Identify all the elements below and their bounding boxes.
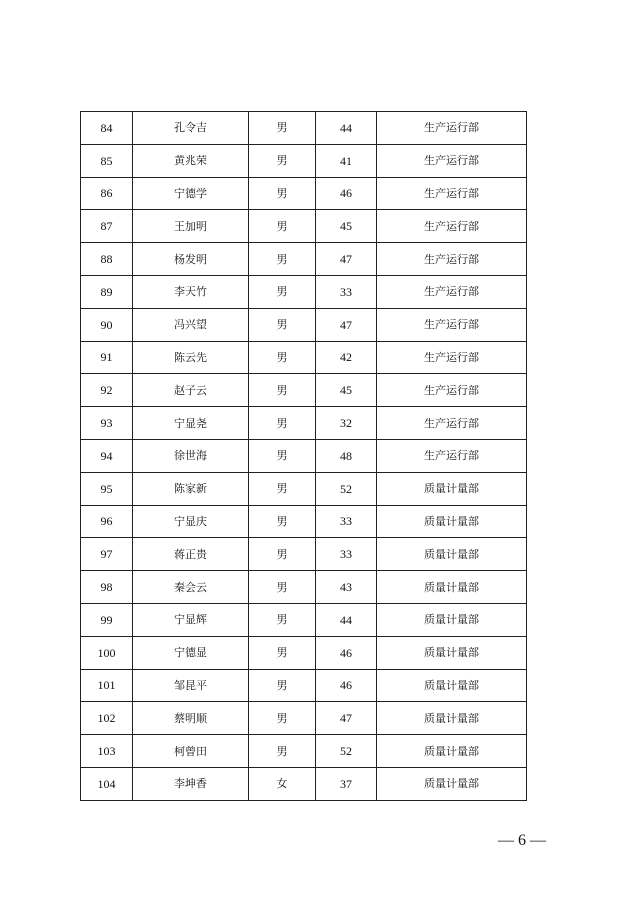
cell-department: 生产运行部 (377, 374, 527, 407)
cell-name: 王加明 (133, 210, 249, 243)
cell-department: 质量计量部 (377, 505, 527, 538)
cell-serial-number: 85 (81, 144, 133, 177)
cell-gender: 男 (249, 308, 316, 341)
cell-name: 宁显庆 (133, 505, 249, 538)
cell-age: 32 (316, 407, 377, 440)
cell-department: 质量计量部 (377, 767, 527, 800)
cell-serial-number: 93 (81, 407, 133, 440)
cell-age: 47 (316, 308, 377, 341)
cell-age: 33 (316, 505, 377, 538)
table-row (81, 439, 527, 472)
personnel-table (80, 111, 527, 801)
cell-age: 47 (316, 243, 377, 276)
cell-department: 生产运行部 (377, 243, 527, 276)
cell-gender: 男 (249, 571, 316, 604)
table-row (81, 636, 527, 669)
table-row (81, 308, 527, 341)
cell-department: 生产运行部 (377, 407, 527, 440)
cell-age: 52 (316, 472, 377, 505)
cell-name: 陈云先 (133, 341, 249, 374)
cell-age: 43 (316, 571, 377, 604)
table-row (81, 538, 527, 571)
cell-age: 41 (316, 144, 377, 177)
cell-name: 邹昆平 (133, 669, 249, 702)
table-row (81, 702, 527, 735)
cell-department: 质量计量部 (377, 571, 527, 604)
cell-gender: 男 (249, 177, 316, 210)
cell-name: 杨发明 (133, 243, 249, 276)
cell-serial-number: 88 (81, 243, 133, 276)
table-row (81, 210, 527, 243)
cell-department: 质量计量部 (377, 603, 527, 636)
cell-gender: 男 (249, 243, 316, 276)
cell-name: 孔令吉 (133, 112, 249, 145)
cell-gender: 男 (249, 669, 316, 702)
table-row (81, 735, 527, 768)
table-row (81, 669, 527, 702)
cell-name: 柯曾田 (133, 735, 249, 768)
page-number: — 6 — (498, 832, 546, 849)
cell-gender: 男 (249, 374, 316, 407)
cell-serial-number: 98 (81, 571, 133, 604)
cell-gender: 男 (249, 275, 316, 308)
cell-department: 质量计量部 (377, 636, 527, 669)
cell-department: 生产运行部 (377, 341, 527, 374)
cell-age: 42 (316, 341, 377, 374)
cell-department: 质量计量部 (377, 538, 527, 571)
cell-serial-number: 103 (81, 735, 133, 768)
cell-serial-number: 94 (81, 439, 133, 472)
cell-serial-number: 87 (81, 210, 133, 243)
cell-department: 生产运行部 (377, 308, 527, 341)
cell-serial-number: 86 (81, 177, 133, 210)
cell-gender: 女 (249, 767, 316, 800)
cell-serial-number: 95 (81, 472, 133, 505)
cell-name: 黄兆荣 (133, 144, 249, 177)
cell-department: 生产运行部 (377, 177, 527, 210)
cell-name: 蒋正贵 (133, 538, 249, 571)
table-row (81, 767, 527, 800)
cell-serial-number: 102 (81, 702, 133, 735)
table-row (81, 571, 527, 604)
cell-age: 44 (316, 603, 377, 636)
cell-department: 生产运行部 (377, 112, 527, 145)
cell-serial-number: 84 (81, 112, 133, 145)
cell-name: 徐世海 (133, 439, 249, 472)
cell-age: 48 (316, 439, 377, 472)
cell-age: 46 (316, 669, 377, 702)
table-row (81, 275, 527, 308)
cell-gender: 男 (249, 210, 316, 243)
cell-name: 李坤香 (133, 767, 249, 800)
cell-age: 45 (316, 210, 377, 243)
cell-name: 秦会云 (133, 571, 249, 604)
cell-department: 质量计量部 (377, 735, 527, 768)
cell-department: 生产运行部 (377, 275, 527, 308)
cell-serial-number: 101 (81, 669, 133, 702)
cell-name: 宁显辉 (133, 603, 249, 636)
cell-age: 47 (316, 702, 377, 735)
cell-age: 44 (316, 112, 377, 145)
cell-name: 陈家新 (133, 472, 249, 505)
cell-name: 宁显尧 (133, 407, 249, 440)
cell-department: 质量计量部 (377, 702, 527, 735)
cell-gender: 男 (249, 603, 316, 636)
table-row (81, 112, 527, 145)
cell-gender: 男 (249, 407, 316, 440)
cell-gender: 男 (249, 112, 316, 145)
cell-serial-number: 99 (81, 603, 133, 636)
cell-gender: 男 (249, 439, 316, 472)
cell-age: 33 (316, 538, 377, 571)
table-row (81, 177, 527, 210)
cell-department: 生产运行部 (377, 439, 527, 472)
table-row (81, 144, 527, 177)
cell-gender: 男 (249, 636, 316, 669)
cell-name: 李天竹 (133, 275, 249, 308)
cell-gender: 男 (249, 538, 316, 571)
table-row (81, 505, 527, 538)
cell-serial-number: 92 (81, 374, 133, 407)
cell-age: 45 (316, 374, 377, 407)
cell-name: 宁德学 (133, 177, 249, 210)
cell-serial-number: 97 (81, 538, 133, 571)
cell-serial-number: 104 (81, 767, 133, 800)
cell-gender: 男 (249, 702, 316, 735)
cell-name: 赵子云 (133, 374, 249, 407)
cell-gender: 男 (249, 341, 316, 374)
table-row (81, 472, 527, 505)
cell-serial-number: 100 (81, 636, 133, 669)
cell-serial-number: 89 (81, 275, 133, 308)
cell-age: 33 (316, 275, 377, 308)
cell-department: 生产运行部 (377, 210, 527, 243)
cell-name: 蔡明顺 (133, 702, 249, 735)
personnel-table-body (81, 112, 527, 801)
cell-serial-number: 91 (81, 341, 133, 374)
cell-age: 52 (316, 735, 377, 768)
cell-gender: 男 (249, 144, 316, 177)
cell-department: 质量计量部 (377, 669, 527, 702)
table-row (81, 341, 527, 374)
cell-age: 46 (316, 636, 377, 669)
table-row (81, 243, 527, 276)
cell-serial-number: 90 (81, 308, 133, 341)
cell-name: 宁德显 (133, 636, 249, 669)
table-row (81, 407, 527, 440)
table-row (81, 374, 527, 407)
cell-department: 生产运行部 (377, 144, 527, 177)
cell-department: 质量计量部 (377, 472, 527, 505)
cell-name: 冯兴望 (133, 308, 249, 341)
cell-gender: 男 (249, 735, 316, 768)
cell-age: 37 (316, 767, 377, 800)
cell-gender: 男 (249, 472, 316, 505)
cell-gender: 男 (249, 505, 316, 538)
table-row (81, 603, 527, 636)
cell-serial-number: 96 (81, 505, 133, 538)
cell-age: 46 (316, 177, 377, 210)
